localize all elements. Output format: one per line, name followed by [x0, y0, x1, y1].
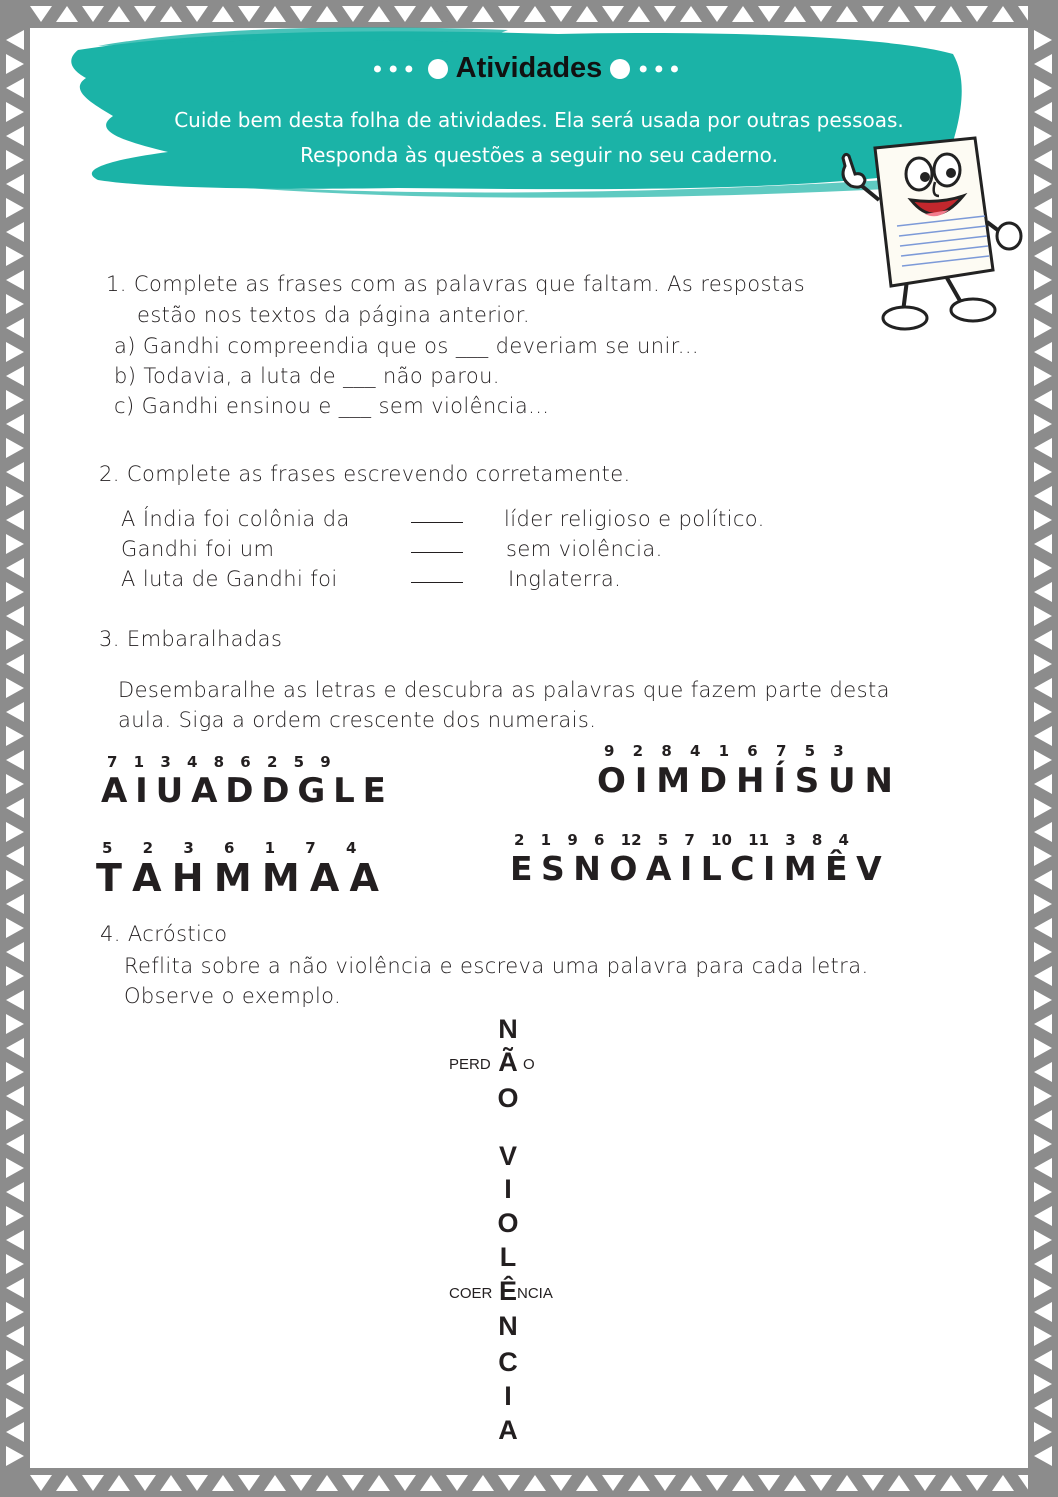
question-2-title: 2. Complete as frases escrevendo corretamente.	[99, 462, 631, 486]
match-line	[411, 582, 463, 583]
question-1-line-1: 1. Complete as frases com as palavras que faltam. As respostas	[106, 272, 806, 296]
decorative-border-right	[1028, 0, 1058, 1497]
acrostic-example-2-prefix: COER	[449, 1285, 493, 1302]
question-2-left-2: Gandhi foi um	[121, 537, 275, 561]
acrostic-letter: L	[499, 1242, 517, 1272]
decorative-border-bottom	[0, 1468, 1058, 1497]
question-4-line-1: Reflita sobre a não violência e escreva uma palavra para cada letra.	[124, 954, 869, 978]
question-3-line-1: Desembaralhe as letras e descubra as palavras que fazem parte desta	[118, 678, 890, 702]
acrostic-letter: O	[497, 1083, 519, 1113]
scramble-2-letters: O I M D H Í S U N	[597, 761, 893, 801]
question-2-left-3: A luta de Gandhi foi	[121, 567, 338, 591]
scramble-3-letters: T A H M M A A	[96, 856, 379, 900]
paper-mascot-illustration	[835, 130, 1025, 340]
page-title: Atividades	[455, 52, 603, 84]
acrostic-letter: O	[497, 1208, 519, 1238]
decorative-dot	[428, 59, 448, 79]
question-3-line-2: aula. Siga a ordem crescente dos numerais.	[118, 708, 597, 732]
match-line	[411, 522, 463, 523]
scramble-3-numbers: 5 2 3 6 1 7 4	[102, 839, 357, 857]
acrostic-letter: V	[498, 1141, 517, 1171]
decorative-dots-right: ●●●	[638, 60, 686, 78]
acrostic-letter: I	[504, 1174, 512, 1204]
question-1-item-b: b) Todavia, a luta de ___ não parou.	[114, 364, 500, 388]
acrostic-letter: A	[498, 1415, 518, 1445]
question-1-item-c: c) Gandhi ensinou e ___ sem violência...	[114, 394, 550, 418]
acrostic-letter: N	[498, 1311, 518, 1341]
scramble-1-letters: A I U A D D G L E	[101, 771, 386, 811]
question-3-title: 3. Embaralhadas	[99, 627, 283, 651]
acrostic-example-1-prefix: PERD	[449, 1056, 491, 1073]
acrostic-example-2-suffix: NCIA	[517, 1285, 553, 1302]
scramble-4-numbers: 2 1 9 6 12 5 7 10 11 3 8 4	[514, 831, 849, 849]
question-1-item-a: a) Gandhi compreendia que os ___ deveriam se unir...	[114, 334, 700, 358]
question-2-right-1: líder religioso e político.	[504, 507, 765, 531]
scramble-1-numbers: 7 1 3 4 8 6 2 5 9	[107, 753, 331, 771]
acrostic-example-1-suffix: O	[523, 1056, 535, 1073]
decorative-dot	[610, 59, 630, 79]
question-2-right-3: Inglaterra.	[508, 567, 622, 591]
question-4-line-2: Observe o exemplo.	[124, 984, 342, 1008]
question-2-left-1: A Índia foi colônia da	[121, 507, 350, 531]
scramble-4-letters: E S N O A I L C I M Ê V	[510, 849, 882, 888]
acrostic-letter: C	[498, 1347, 518, 1377]
match-line	[411, 552, 463, 553]
header-instruction-2: Responda às questões a seguir no seu caderno.	[300, 143, 778, 167]
question-4-title: 4. Acróstico	[100, 922, 228, 946]
question-2-right-2: sem violência.	[506, 537, 663, 561]
decorative-border-left	[0, 0, 30, 1497]
question-1-line-2: estão nos textos da página anterior.	[137, 303, 530, 327]
scramble-2-numbers: 9 2 8 4 1 6 7 5 3	[604, 742, 844, 760]
acrostic-letter: Ê	[498, 1276, 517, 1306]
decorative-dots-left: ●●●	[372, 60, 420, 78]
acrostic-letter: Ã	[498, 1047, 518, 1077]
acrostic-letter: N	[498, 1014, 518, 1044]
header-instruction-1: Cuide bem desta folha de atividades. Ela será usada por outras pessoas.	[174, 108, 904, 132]
acrostic-letter: I	[504, 1381, 512, 1411]
header-title-row	[0, 52, 1058, 85]
